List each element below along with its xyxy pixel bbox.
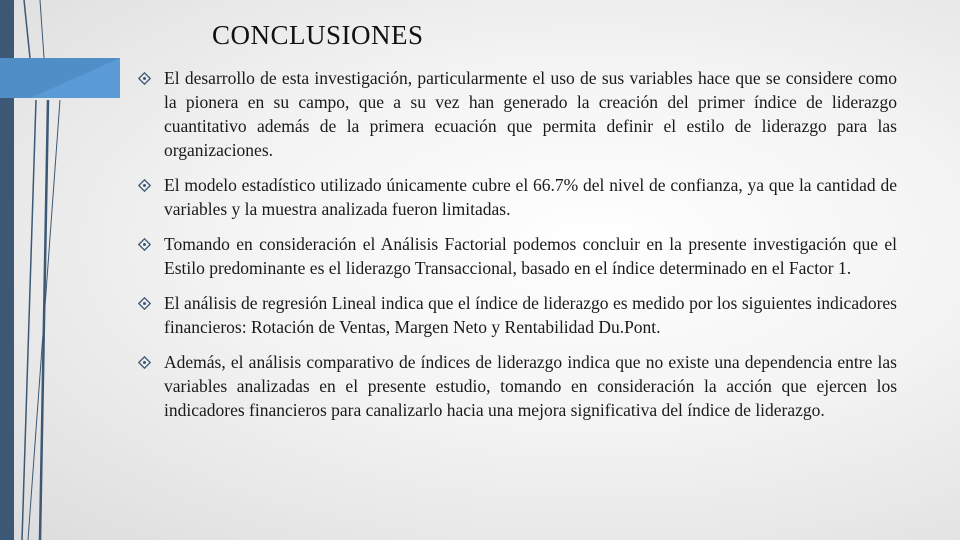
bullet-text: El modelo estadístico utilizado únicamente cubre el 66.7% del nivel de confianza, ya que la cantidad de variables y la muestra analizada fueron limitadas. (164, 175, 897, 219)
bullet-text: Además, el análisis comparativo de índices de liderazgo indica que no existe una dependencia entre las variables analizadas en el presente estudio, tomando en consideración la acción que ejercen los indicadores financieros para canalizarlo hacia una mejora significativa del índice de liderazgo. (164, 352, 897, 420)
bullet-item (137, 66, 897, 162)
slide-title: CONCLUSIONES (212, 20, 424, 50)
bullet-item (137, 350, 897, 422)
diamond-dot-icon (138, 297, 151, 310)
bullet-item (137, 173, 897, 221)
bullet-text: Tomando en consideración el Análisis Factorial podemos concluir en la presente investigación que el Estilo predominante es el liderazgo Transaccional, basado en el índice determinado en el Factor 1. (164, 234, 897, 278)
bullet-item (137, 232, 897, 280)
diamond-dot-icon (138, 356, 151, 369)
bullet-item (137, 291, 897, 339)
diamond-dot-icon (138, 72, 151, 85)
diamond-dot-icon (138, 179, 151, 192)
bullet-text: El análisis de regresión Lineal indica que el índice de liderazgo es medido por los siguientes indicadores financieros: Rotación de Ventas, Margen Neto y Rentabilidad Du.Pont. (164, 293, 897, 337)
bullet-list (137, 66, 897, 433)
bullet-text: El desarrollo de esta investigación, particularmente el uso de sus variables hace que se considere como la pionera en su campo, que a su vez han generado la creación del primer índice de liderazgo cuantitativo además de la primera ecuación que permita definir el estilo de liderazgo para las organizaciones. (164, 68, 897, 160)
title-accent-bar (0, 58, 120, 98)
diamond-dot-icon (138, 238, 151, 251)
